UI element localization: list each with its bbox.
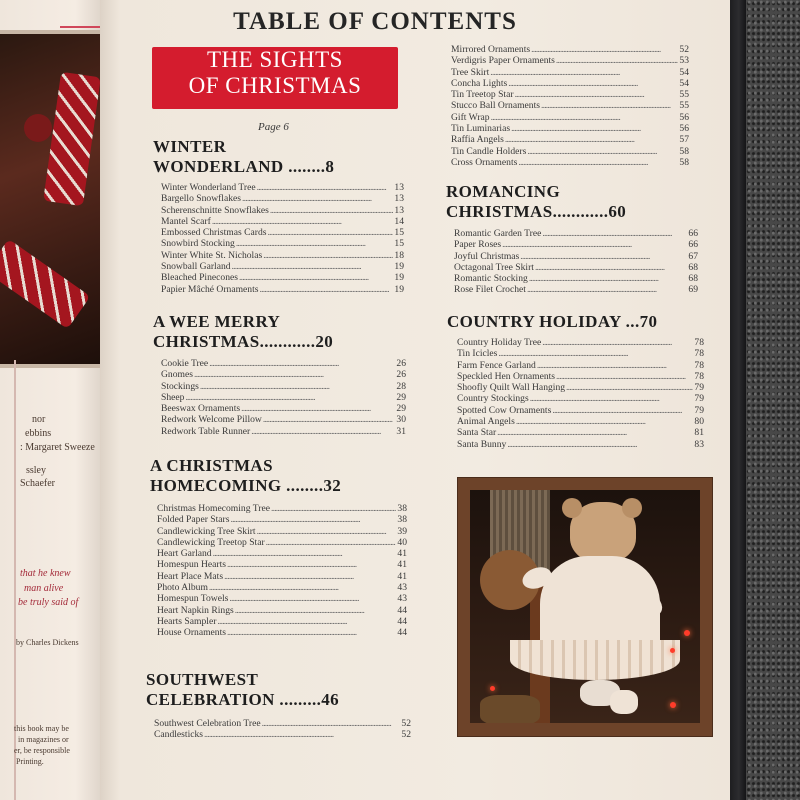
left-page-text-fragment: that he knew — [20, 568, 71, 579]
toc-entry — [454, 239, 698, 250]
section-title-line: WINTER — [153, 137, 227, 156]
binder-edge — [728, 0, 746, 800]
toc-leader-dots — [552, 405, 693, 416]
toc-entry — [457, 348, 704, 359]
toc-entry-label: Tin Candle Holders — [451, 145, 527, 157]
toc-entry-page-number: 41 — [397, 570, 407, 582]
toc-entry-label: Spotted Cow Ornaments — [457, 404, 552, 416]
toc-leader-dots — [502, 239, 687, 250]
toc-entry-label: Hearts Sampler — [157, 615, 217, 627]
left-page-gift-photo — [0, 30, 104, 368]
toc-entry-page-number: 53 — [679, 55, 689, 67]
toc-entry-label: Gift Wrap — [451, 111, 490, 123]
toc-entry-label: Candlewicking Tree Skirt — [157, 525, 256, 537]
toc-entry — [454, 228, 698, 239]
left-page-text-fragment: Printing. — [16, 757, 44, 766]
toc-entry-label: Santa Star — [457, 427, 497, 439]
toc-entry-label: House Ornaments — [157, 627, 227, 639]
toc-leader-dots — [262, 718, 401, 729]
toc-entry — [457, 416, 704, 427]
toc-leader-dots — [270, 205, 394, 216]
toc-entry — [161, 414, 406, 425]
toc-leader-dots — [266, 537, 397, 548]
section-title-line: A CHRISTMAS — [150, 456, 273, 475]
toc-entry — [161, 193, 404, 204]
toc-leader-dots — [527, 284, 687, 295]
toc-entry-label: Bargello Snowflakes — [161, 193, 242, 205]
toc-leader-dots — [542, 228, 687, 239]
section-title-line: WONDERLAND ........8 — [153, 157, 335, 176]
entry-list-romancing-christmas — [454, 228, 698, 296]
toc-leader-dots — [507, 439, 693, 450]
toc-entry-label: Cross Ornaments — [451, 156, 518, 168]
toc-entry-label: Sheep — [161, 391, 185, 403]
toc-leader-dots — [541, 100, 678, 111]
toc-leader-dots — [224, 571, 396, 582]
toc-entry-page-number: 69 — [688, 284, 698, 296]
toc-leader-dots — [566, 382, 693, 393]
left-page-text-fragment: by Charles Dickens — [16, 638, 79, 647]
toc-entry-label: Verdigris Paper Ornaments — [451, 55, 555, 67]
toc-entry-label: Winter Wonderland Tree — [161, 182, 256, 193]
toc-entry-label: Raffia Angels — [451, 134, 504, 146]
toc-leader-dots — [239, 272, 393, 283]
toc-entry-label: Heart Napkin Rings — [157, 604, 234, 616]
toc-entry-label: Heart Place Mats — [157, 570, 224, 582]
toc-entry-page-number: 41 — [397, 559, 407, 571]
toc-leader-dots — [229, 593, 396, 604]
toc-entry-page-number: 52 — [401, 729, 411, 741]
left-page-text-fragment: in magazines or — [18, 735, 69, 744]
entry-list-southwest-continued — [451, 44, 689, 168]
toc-entry-label: Heart Garland — [157, 548, 212, 560]
toc-entry-label: Speckled Hen Ornaments — [457, 370, 556, 382]
toc-entry — [161, 392, 406, 403]
toc-entry — [457, 393, 704, 404]
toc-entry-page-number: 38 — [397, 514, 407, 526]
toc-entry-label: Tin Icicles — [457, 348, 498, 360]
left-page-text-fragment: ebbins — [25, 428, 52, 439]
toc-leader-dots — [242, 193, 393, 204]
toc-entry-label: Tin Treetop Star — [451, 89, 514, 101]
toc-leader-dots — [185, 392, 395, 403]
toc-entry-label: Concha Lights — [451, 77, 508, 89]
toc-entry-page-number: 55 — [679, 100, 689, 112]
toc-entry-label: Mantel Scarf — [161, 215, 211, 227]
toc-entry-label: Embossed Christmas Cards — [161, 227, 267, 239]
toc-entry-page-number: 83 — [694, 438, 704, 450]
toc-entry-label: Octagonal Tree Skirt — [454, 261, 534, 273]
toc-entry-page-number: 78 — [694, 359, 704, 371]
toc-leader-dots — [260, 284, 394, 295]
toc-entry — [161, 369, 406, 380]
teddy-bear-photo — [470, 490, 700, 723]
toc-entry-label: Gnomes — [161, 369, 193, 381]
toc-leader-dots — [235, 605, 397, 616]
toc-entry — [161, 426, 406, 437]
toc-entry-page-number: 68 — [688, 261, 698, 273]
toc-entry — [457, 382, 704, 393]
section-title-line: CELEBRATION .........46 — [146, 690, 340, 709]
toc-entry-label: Romantic Garden Tree — [454, 228, 542, 239]
left-page-text-fragment: er, be responsible — [14, 746, 70, 755]
left-page-text-fragment: Schaefer — [20, 478, 55, 489]
toc-entry-label: Candlewicking Treetop Star — [157, 536, 265, 548]
left-page-text-fragment: be truly said of — [18, 597, 79, 608]
toc-leader-dots — [515, 89, 679, 100]
toc-entry-page-number: 44 — [397, 615, 407, 627]
toc-entry — [451, 157, 689, 168]
toc-entry-page-number: 28 — [396, 380, 406, 392]
toc-entry-page-number: 43 — [397, 593, 407, 605]
toc-entry — [161, 284, 404, 295]
toc-entry-page-number: 55 — [679, 89, 689, 101]
toc-leader-dots — [257, 526, 397, 537]
toc-entry-label: Winter White St. Nicholas — [161, 249, 263, 261]
toc-entry — [457, 371, 704, 382]
toc-entry — [157, 559, 407, 570]
toc-leader-dots — [505, 134, 679, 145]
toc-leader-dots — [200, 381, 396, 392]
banner-line-1: THE SIGHTS — [207, 47, 343, 72]
toc-leader-dots — [556, 371, 693, 382]
toc-entry — [454, 273, 698, 284]
entry-list-christmas-homecoming — [157, 503, 407, 639]
left-page-rule — [14, 360, 16, 800]
toc-leader-dots — [520, 251, 687, 262]
toc-entry-label: Photo Album — [157, 582, 208, 594]
toc-entry-label: Farm Fence Garland — [457, 359, 536, 371]
left-page-text-fragment: ssley — [26, 465, 46, 476]
toc-entry-page-number: 44 — [397, 604, 407, 616]
toc-entry-page-number: 78 — [694, 337, 704, 348]
toc-entry-label: Santa Bunny — [457, 438, 507, 450]
section-title-line: A WEE MERRY — [153, 312, 281, 331]
toc-entry-label: Candlesticks — [154, 729, 204, 741]
toc-entry — [161, 238, 404, 249]
toc-leader-dots — [257, 182, 394, 193]
toc-entry-label: Cookie Tree — [161, 358, 209, 369]
toc-entry-page-number: 54 — [679, 66, 689, 78]
entry-list-country-holiday — [457, 337, 704, 450]
toc-entry-label: Scherenschnitte Snowflakes — [161, 204, 269, 216]
toc-entry-page-number: 58 — [679, 145, 689, 157]
toc-entry-page-number: 44 — [397, 627, 407, 639]
toc-leader-dots — [209, 582, 396, 593]
left-page-text-fragment: : Margaret Sweeze — [20, 442, 95, 453]
left-facing-page — [0, 0, 108, 800]
section-title-winter-wonderland — [153, 137, 334, 177]
toc-entry-page-number: 56 — [679, 111, 689, 123]
left-page-text-fragment: nor — [32, 414, 46, 425]
toc-entry — [454, 284, 698, 295]
toc-entry-label: Homespun Towels — [157, 593, 229, 605]
toc-leader-dots — [518, 157, 678, 168]
toc-leader-dots — [268, 227, 394, 238]
toc-entry-page-number: 52 — [401, 718, 411, 729]
toc-entry — [451, 44, 689, 55]
toc-entry-label: Folded Paper Stars — [157, 514, 230, 526]
toc-leader-dots — [213, 548, 397, 559]
toc-leader-dots — [212, 216, 394, 227]
section-title-line: COUNTRY HOLIDAY ...70 — [447, 312, 658, 331]
section-title-line: SOUTHWEST — [146, 670, 259, 689]
toc-entry — [457, 360, 704, 371]
banner-line-2: OF CHRISTMAS — [188, 73, 362, 98]
toc-entry-label: Bleached Pinecones — [161, 272, 238, 284]
toc-entry-page-number: 14 — [394, 215, 404, 227]
toc-entry-label: Stockings — [161, 380, 199, 392]
toc-leader-dots — [497, 427, 693, 438]
chapter-banner — [152, 47, 398, 109]
toc-entry-label: Shoofly Quilt Wall Hanging — [457, 382, 566, 394]
toc-entry — [161, 205, 404, 216]
toc-entry-label: Stucco Ball Ornaments — [451, 100, 540, 112]
toc-entry — [451, 55, 689, 66]
toc-entry — [161, 250, 404, 261]
toc-entry-page-number: 29 — [396, 403, 406, 415]
toc-entry-page-number: 68 — [688, 273, 698, 285]
toc-entry — [157, 514, 407, 525]
toc-entry — [157, 548, 407, 559]
toc-entry-page-number: 79 — [694, 382, 704, 394]
toc-entry-page-number: 19 — [394, 261, 404, 273]
toc-entry-label: Tree Skirt — [451, 66, 490, 78]
toc-entry-page-number: 56 — [679, 123, 689, 135]
toc-entry-page-number: 52 — [679, 44, 689, 55]
section-title-southwest-celebration — [146, 670, 339, 710]
toc-entry — [161, 358, 406, 369]
toc-entry-label: Joyful Christmas — [454, 250, 520, 262]
toc-entry-label: Snowball Garland — [161, 261, 231, 273]
toc-entry-page-number: 67 — [688, 250, 698, 262]
toc-entry — [157, 605, 407, 616]
toc-leader-dots — [209, 358, 395, 369]
toc-entry-page-number: 80 — [694, 416, 704, 428]
toc-entry — [457, 337, 704, 348]
toc-entry-page-number: 30 — [396, 414, 406, 426]
toc-entry — [451, 112, 689, 123]
toc-entry-label: Homespun Hearts — [157, 559, 227, 571]
toc-entry-label: Animal Angels — [457, 416, 515, 428]
toc-entry-label: Country Stockings — [457, 393, 529, 405]
toc-leader-dots — [511, 123, 678, 134]
toc-entry — [157, 526, 407, 537]
toc-entry — [157, 503, 407, 514]
toc-entry-page-number: 57 — [679, 134, 689, 146]
entry-list-wee-merry-christmas — [161, 358, 406, 437]
section-title-christmas-homecoming — [150, 456, 341, 496]
toc-leader-dots — [531, 44, 678, 55]
toc-entry — [157, 571, 407, 582]
toc-entry-label: Mirrored Ornaments — [451, 44, 531, 55]
toc-entry — [451, 67, 689, 78]
toc-entry — [451, 89, 689, 100]
toc-entry — [157, 582, 407, 593]
section-title-line: ROMANCING — [446, 182, 561, 201]
toc-leader-dots — [498, 348, 693, 359]
toc-leader-dots — [227, 627, 396, 638]
toc-entry-label: Paper Roses — [454, 239, 502, 251]
toc-leader-dots — [530, 393, 694, 404]
toc-entry-page-number: 40 — [397, 536, 407, 548]
section-title-country-holiday — [447, 312, 657, 332]
toc-entry — [451, 100, 689, 111]
toc-entry-label: Rose Filet Crochet — [454, 284, 526, 296]
toc-entry — [154, 729, 411, 740]
toc-entry-page-number: 66 — [688, 239, 698, 251]
toc-entry — [161, 227, 404, 238]
toc-entry — [161, 216, 404, 227]
toc-leader-dots — [204, 729, 400, 740]
toc-leader-dots — [529, 273, 688, 284]
toc-entry — [451, 146, 689, 157]
toc-entry-page-number: 13 — [394, 204, 404, 216]
toc-entry-page-number: 79 — [694, 404, 704, 416]
toc-entry-page-number: 31 — [396, 425, 406, 437]
toc-entry-page-number: 26 — [396, 358, 406, 369]
toc-leader-dots — [535, 262, 687, 273]
toc-entry-page-number: 66 — [688, 228, 698, 239]
toc-entry-label: Redwork Table Runner — [161, 425, 251, 437]
toc-entry-label: Southwest Celebration Tree — [154, 718, 261, 729]
toc-entry — [157, 627, 407, 638]
toc-entry-page-number: 43 — [397, 582, 407, 594]
toc-leader-dots — [241, 403, 395, 414]
left-page-text-fragment: man alive — [24, 583, 64, 594]
toc-entry — [457, 405, 704, 416]
left-page-text-fragment: this book may be — [14, 724, 69, 733]
toc-entry — [451, 134, 689, 145]
toc-entry — [157, 616, 407, 627]
toc-leader-dots — [263, 414, 396, 425]
toc-entry — [451, 123, 689, 134]
toc-entry-page-number: 54 — [679, 77, 689, 89]
toc-leader-dots — [263, 250, 393, 261]
toc-entry-page-number: 38 — [397, 503, 407, 514]
toc-entry-page-number: 13 — [394, 182, 404, 193]
toc-leader-dots — [508, 78, 678, 89]
toc-entry — [157, 593, 407, 604]
toc-entry-page-number: 19 — [394, 283, 404, 295]
toc-leader-dots — [236, 238, 394, 249]
toc-entry — [457, 439, 704, 450]
toc-entry-page-number: 26 — [396, 369, 406, 381]
toc-entry-page-number: 58 — [679, 156, 689, 168]
toc-entry-label: Country Holiday Tree — [457, 337, 542, 348]
toc-leader-dots — [556, 55, 679, 66]
toc-leader-dots — [516, 416, 694, 427]
toc-leader-dots — [537, 360, 694, 371]
toc-entry-page-number: 39 — [397, 525, 407, 537]
toc-leader-dots — [230, 514, 396, 525]
toc-leader-dots — [227, 559, 396, 570]
section-title-wee-merry-christmas — [153, 312, 333, 352]
toc-entry-label: Tin Luminarias — [451, 123, 511, 135]
toc-entry-page-number: 19 — [394, 272, 404, 284]
toc-entry — [451, 78, 689, 89]
toc-entry-page-number: 78 — [694, 370, 704, 382]
section-title-romancing-christmas — [446, 182, 626, 222]
toc-entry-page-number: 41 — [397, 548, 407, 560]
toc-entry-label: Redwork Welcome Pillow — [161, 414, 262, 426]
toc-entry-page-number: 78 — [694, 348, 704, 360]
toc-entry — [161, 182, 404, 193]
toc-leader-dots — [194, 369, 395, 380]
toc-entry — [454, 251, 698, 262]
page-reference: Page 6 — [258, 121, 289, 133]
toc-leader-dots — [527, 146, 678, 157]
toc-entry-page-number: 81 — [694, 427, 704, 439]
toc-entry-page-number: 18 — [394, 249, 404, 261]
toc-entry — [454, 262, 698, 273]
toc-leader-dots — [271, 503, 396, 514]
toc-leader-dots — [490, 67, 678, 78]
toc-entry-page-number: 15 — [394, 227, 404, 239]
toc-leader-dots — [251, 426, 395, 437]
entry-list-winter-wonderland — [161, 182, 404, 295]
toc-entry-label: Romantic Stocking — [454, 273, 528, 285]
toc-entry-label: Beeswax Ornaments — [161, 403, 241, 415]
entry-list-southwest-celebration — [154, 718, 411, 741]
toc-entry-page-number: 79 — [694, 393, 704, 405]
toc-entry — [157, 537, 407, 548]
toc-entry — [161, 261, 404, 272]
toc-entry-page-number: 13 — [394, 193, 404, 205]
toc-entry — [161, 381, 406, 392]
toc-leader-dots — [232, 261, 394, 272]
toc-entry — [154, 718, 411, 729]
toc-leader-dots — [542, 337, 693, 348]
toc-leader-dots — [217, 616, 396, 627]
toc-entry-label: Papier Mâché Ornaments — [161, 283, 259, 295]
toc-entry — [161, 403, 406, 414]
section-title-line: HOMECOMING ........32 — [150, 476, 342, 495]
section-title-line: CHRISTMAS............20 — [153, 332, 334, 351]
toc-entry — [457, 427, 704, 438]
toc-leader-dots — [491, 112, 679, 123]
toc-entry-label: Snowbird Stocking — [161, 238, 235, 250]
section-title-line: CHRISTMAS............60 — [446, 202, 627, 221]
page-title: TABLE OF CONTENTS — [233, 8, 517, 35]
toc-entry-page-number: 15 — [394, 238, 404, 250]
toc-entry — [161, 272, 404, 283]
toc-entry-label: Christmas Homecoming Tree — [157, 503, 270, 514]
toc-entry-page-number: 29 — [396, 391, 406, 403]
